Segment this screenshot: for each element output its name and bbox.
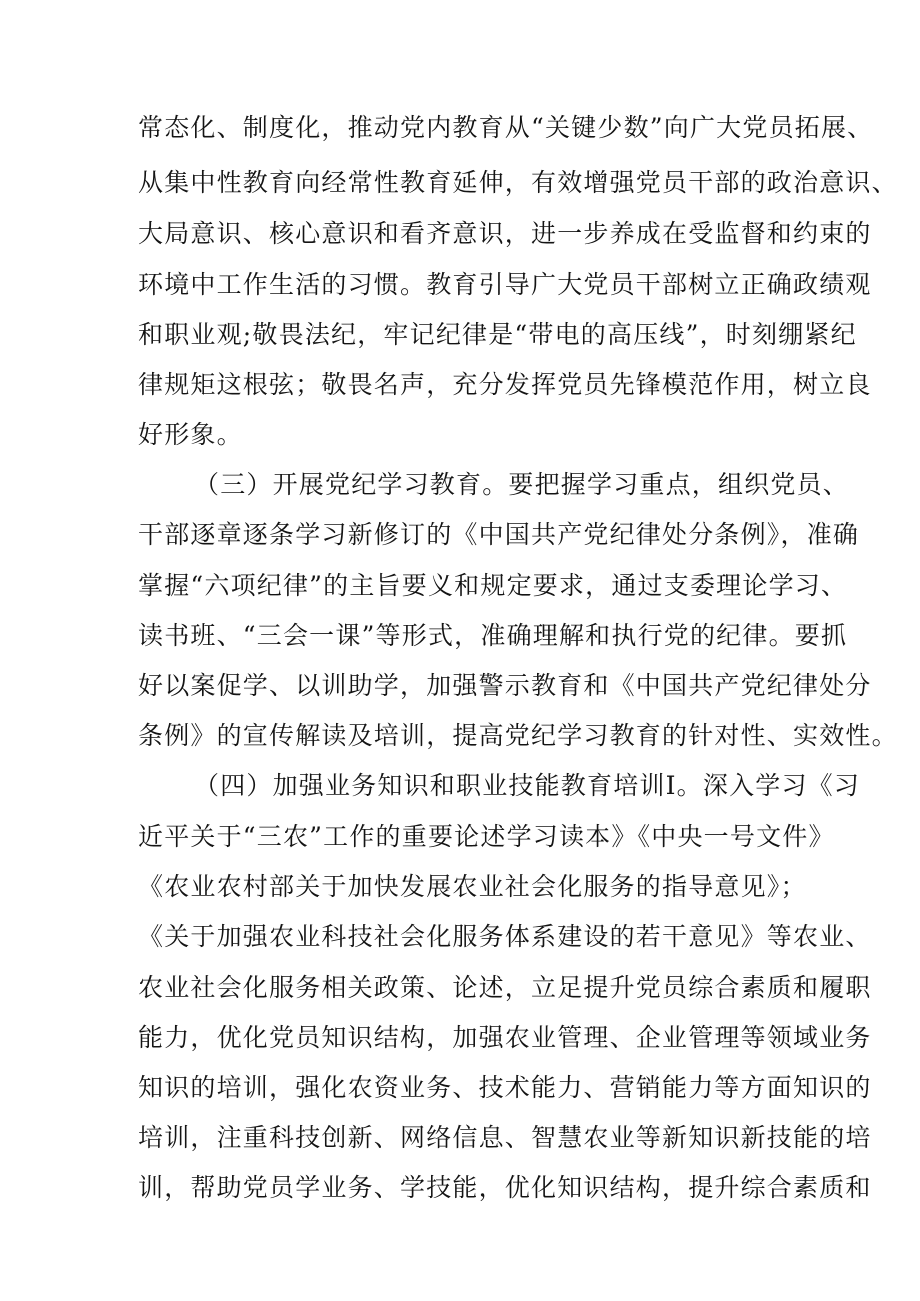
paragraph-3-line-5: 农业社会化服务相关政策、论述，立足提升党员综合素质和履职 [138,973,872,1002]
paragraph-2-line-3: 掌握“六项纪律”的主旨要义和规定要求，通过支委理论学习、 [138,571,848,600]
paragraph-1-line-5: 和职业观;敬畏法纪，牢记纪律是“带电的高压线”，时刻绷紧纪 [138,320,857,349]
paragraph-2-line-5: 好以案促学、以训助学，加强警示教育和《中国共产党纪律处分 [138,671,872,700]
paragraph-1-line-2: 从集中性教育向经常性教育延伸，有效增强党员干部的政治意识、 [138,168,898,197]
paragraph-2-line-2: 干部逐章逐条学习新修订的《中国共产党纪律处分条例》，准确 [138,520,860,549]
paragraph-2-line-1: （三）开展党纪学习教育。要把握学习重点，组织党员、 [194,470,850,499]
paragraph-3-line-1: （四）加强业务知识和职业技能教育培训I。深入学习《习 [194,771,861,800]
paragraph-2-line-6: 条例》的宣传解读及培训，提高党纪学习教育的针对性、实效性。 [138,721,898,750]
paragraph-1-line-7: 好形象。 [138,420,243,449]
paragraph-3-line-8: 培训，注重科技创新、网络信息、智慧农业等新知识新技能的培 [138,1123,872,1152]
paragraph-1-line-6: 律规矩这根弦；敬畏名声，充分发挥党员先锋模范作用，树立良 [138,370,872,399]
paragraph-3-line-6: 能力，优化党员知识结构，加强农业管理、企业管理等领域业务 [138,1023,872,1052]
paragraph-2-line-4: 读书班、“三会一课”等形式，准确理解和执行党的纪律。要抓 [138,621,848,650]
paragraph-1-line-4: 环境中工作生活的习惯。教育引导广大党员干部树立正确政绩观 [138,270,872,299]
paragraph-3-line-3: 《农业农村部关于加快发展农业社会化服务的指导意见》； [138,872,807,901]
paragraph-3-line-7: 知识的培训，强化农资业务、技术能力、营销能力等方面知识的 [138,1073,872,1102]
paragraph-3-line-4: 《关于加强农业科技社会化服务体系建设的若干意见》等农业、 [138,922,872,951]
paragraph-1-line-1: 常态化、制度化，推动党内教育从“关键少数”向广大党员拓展、 [138,113,874,142]
paragraph-1-line-3: 大局意识、核心意识和看齐意识，进一步养成在受监督和约束的 [138,219,872,248]
paragraph-3-line-2: 近平关于“三农”工作的重要论述学习读本》《中央一号文件》 [138,822,835,851]
paragraph-3-line-9: 训，帮助党员学业务、学技能，优化知识结构，提升综合素质和 [138,1173,872,1202]
